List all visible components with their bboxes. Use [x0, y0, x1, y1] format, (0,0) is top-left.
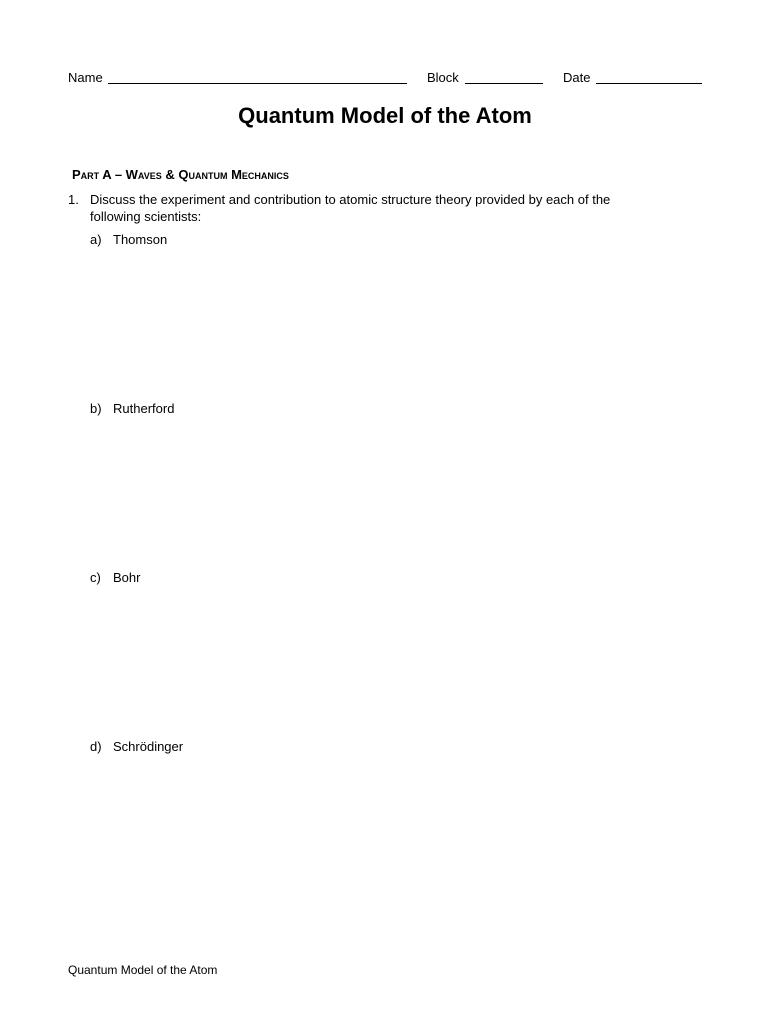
- item-text-thomson: Thomson: [113, 232, 168, 247]
- item-text-bohr: Bohr: [113, 570, 141, 585]
- item-label-schrodinger: d): [90, 739, 102, 754]
- item-label-thomson: a): [90, 232, 102, 247]
- date-blank: [596, 83, 702, 84]
- item-text-schrodinger: Schrödinger: [113, 739, 184, 754]
- part-a-heading: Part A – Waves & Quantum Mechanics: [72, 167, 289, 182]
- page-title: Quantum Model of the Atom: [238, 103, 532, 128]
- name-blank: [108, 83, 407, 84]
- question-text: Discuss the experiment and contribution to atomic structure theory provided by each of the following scientists:: [90, 192, 611, 224]
- block-blank: [465, 83, 543, 84]
- item-text-rutherford: Rutherford: [113, 401, 175, 416]
- item-label-bohr: c): [90, 570, 101, 585]
- question-number: 1.: [68, 192, 79, 207]
- name-label: Name: [68, 70, 103, 85]
- block-label: Block: [427, 70, 459, 85]
- date-label: Date: [563, 70, 591, 85]
- page-footer: Quantum Model of the Atom: [68, 963, 218, 977]
- item-label-rutherford: b): [90, 401, 102, 416]
